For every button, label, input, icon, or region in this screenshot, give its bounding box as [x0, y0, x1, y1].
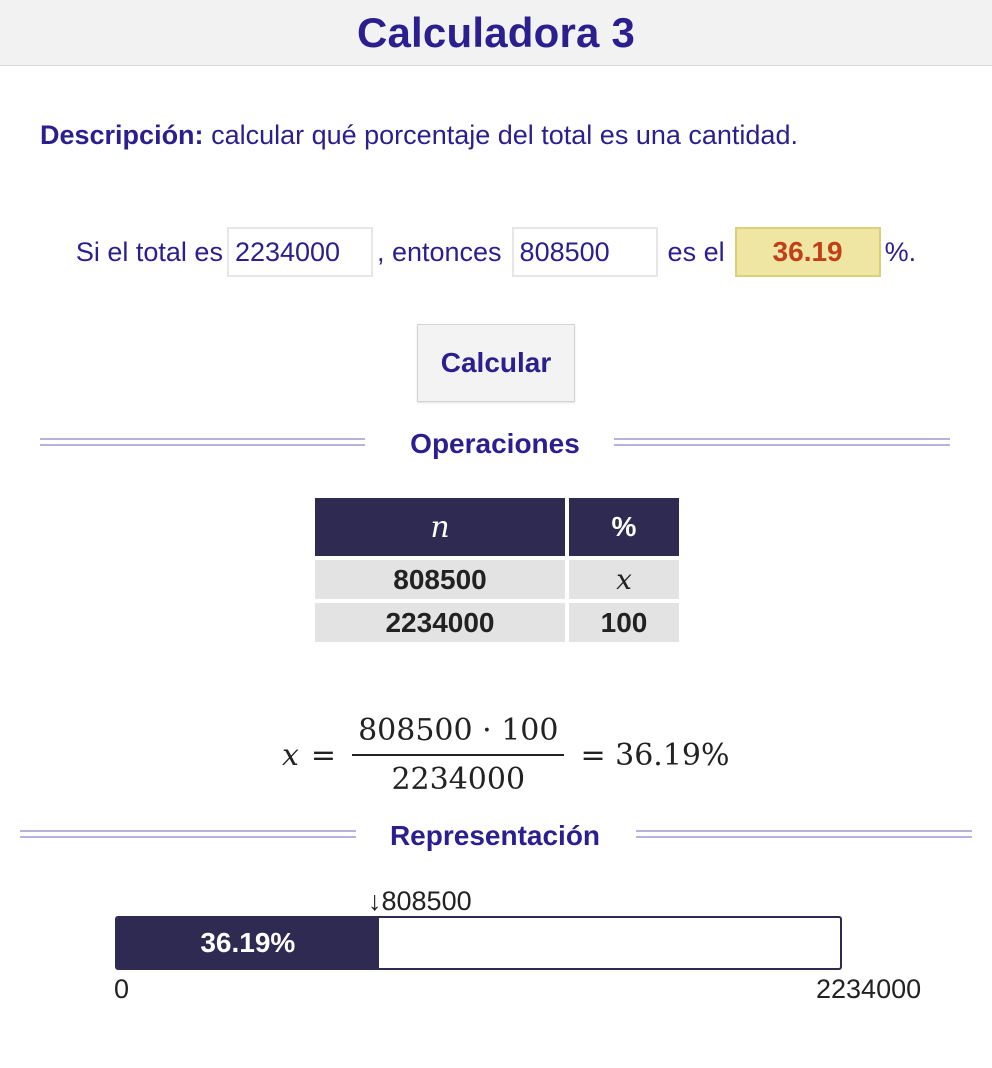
formula-fraction	[352, 713, 564, 797]
result-output: 36.19	[735, 227, 881, 277]
sentence-part-1: Si el total es	[75, 236, 223, 267]
table-cell: x	[569, 560, 679, 599]
table-cell: 2234000	[315, 603, 565, 642]
sentence-part-3: es el	[667, 236, 725, 267]
formula	[282, 710, 742, 800]
table-row	[315, 603, 679, 642]
description	[40, 120, 798, 151]
calculate-button[interactable]: Calcular	[417, 324, 575, 402]
bar-marker-label: ↓808500	[368, 886, 472, 916]
formula-denominator: 2234000	[391, 762, 526, 797]
calculation-sentence	[0, 226, 992, 278]
divider-right-2	[636, 830, 972, 838]
divider-left	[40, 438, 365, 446]
progress-bar-fill	[117, 918, 379, 968]
formula-numerator: 808500 · 100	[352, 713, 564, 756]
formula-equals: =	[310, 737, 337, 773]
description-text: calcular qué porcentaje del total es una cantidad.	[211, 120, 798, 150]
progress-bar-label: 36.19%	[200, 927, 296, 958]
operations-title: Operaciones	[410, 428, 580, 459]
formula-result: = 36.19%	[580, 737, 730, 773]
amount-input[interactable]	[512, 227, 658, 277]
bar-min-label: 0	[114, 974, 130, 1004]
table-row	[315, 560, 679, 599]
header	[0, 0, 992, 66]
description-label: Descripción:	[40, 120, 204, 150]
total-input[interactable]	[227, 227, 373, 277]
table-cell: 100	[569, 603, 679, 642]
header-n: n	[315, 498, 565, 556]
table-cell: 808500	[315, 560, 565, 599]
representation-title: Representación	[389, 820, 601, 851]
sentence-part-4: %.	[884, 236, 917, 267]
divider-left-2	[20, 830, 356, 838]
progress-bar	[115, 916, 842, 970]
operations-table	[311, 494, 683, 646]
divider-right	[614, 438, 950, 446]
page-title: Calculadora 3	[356, 8, 636, 56]
bar-max-label: 2234000	[816, 974, 922, 1004]
sentence-part-2: , entonces	[376, 236, 502, 267]
header-percent: %	[569, 498, 679, 556]
formula-variable: x	[282, 737, 299, 773]
